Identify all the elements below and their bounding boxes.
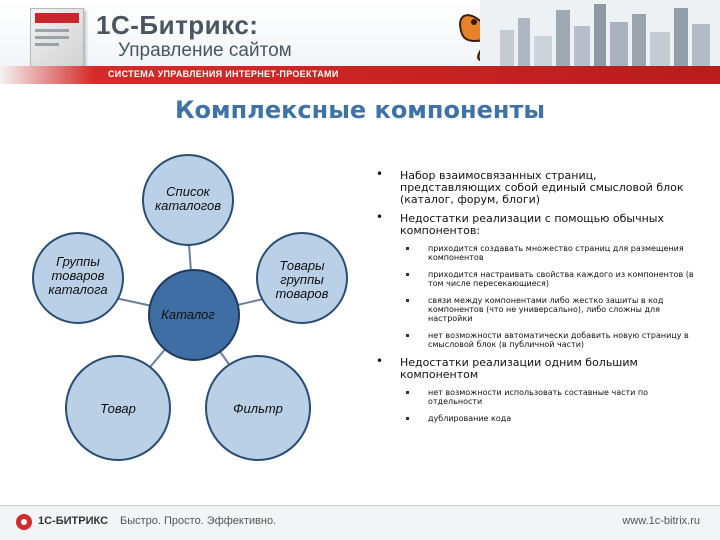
node-bottom-left <box>66 356 170 460</box>
bullet-item: • Набор взаимосвязанных страниц, представляющих собой единый смысловой блок (каталог, форум, блоги) <box>376 170 696 206</box>
tagline-text: СИСТЕМА УПРАВЛЕНИЯ ИНТЕРНЕТ-ПРОЕКТАМИ <box>108 69 339 79</box>
node-top-line2: каталогов <box>155 198 221 213</box>
node-top-line1: Список <box>166 184 210 199</box>
bullet-item: • Недостатки реализации с помощью обычных компонентов: <box>376 213 696 237</box>
node-right-line3: товаров <box>275 286 329 301</box>
footer <box>0 506 720 540</box>
node-bottom-left-label: Товар <box>100 401 136 416</box>
component-diagram <box>0 150 370 480</box>
sub-bullet-item: связи между компонентами либо жестко зашиты в код компонентов (что не универсально), либо сложны для настройки <box>376 296 696 323</box>
bitrix-logo-icon <box>16 514 32 530</box>
node-left <box>33 233 123 323</box>
node-right <box>257 233 347 323</box>
header <box>0 0 720 84</box>
product-box-image <box>30 8 84 74</box>
brand-title: 1С-Битрикс: <box>96 10 259 40</box>
sub-bullet-item: нет возможности автоматически добавить новую страницу в смысловой блок (в публичной части) <box>376 331 696 349</box>
node-left-line1: Группы <box>56 254 100 269</box>
slide-title: Комплексные компоненты <box>174 96 546 124</box>
node-center-label: Каталог <box>161 307 215 322</box>
node-right-line2: группы <box>280 272 324 287</box>
node-left-line3: каталога <box>48 282 108 297</box>
footer-brand: 1С-БИТРИКС <box>38 515 109 527</box>
node-top <box>143 155 233 245</box>
node-left-line2: товаров <box>51 268 105 283</box>
city-skyline-image <box>480 0 720 70</box>
bullet-list <box>376 170 696 431</box>
node-center <box>149 270 239 360</box>
tagline-bar <box>0 66 720 84</box>
footer-slogan: Быстро. Просто. Эффективно. <box>120 515 277 527</box>
footer-url[interactable]: www.1c-bitrix.ru <box>622 515 700 527</box>
sub-bullet-item: дублирование кода <box>376 414 696 423</box>
node-bottom-right-label: Фильтр <box>233 401 283 416</box>
sub-bullet-item: нет возможности использовать составные части по отдельности <box>376 388 696 406</box>
node-bottom-right <box>206 356 310 460</box>
node-right-line1: Товары <box>279 258 325 273</box>
brand-subtitle: Управление сайтом <box>118 40 292 61</box>
sub-bullet-item: приходится настраивать свойства каждого из компонентов (в том числе пересекающиеся) <box>376 270 696 288</box>
bullet-item: • Недостатки реализации одним большим компонентом <box>376 357 696 381</box>
sub-bullet-item: приходится создавать множество страниц для размещения компонентов <box>376 244 696 262</box>
